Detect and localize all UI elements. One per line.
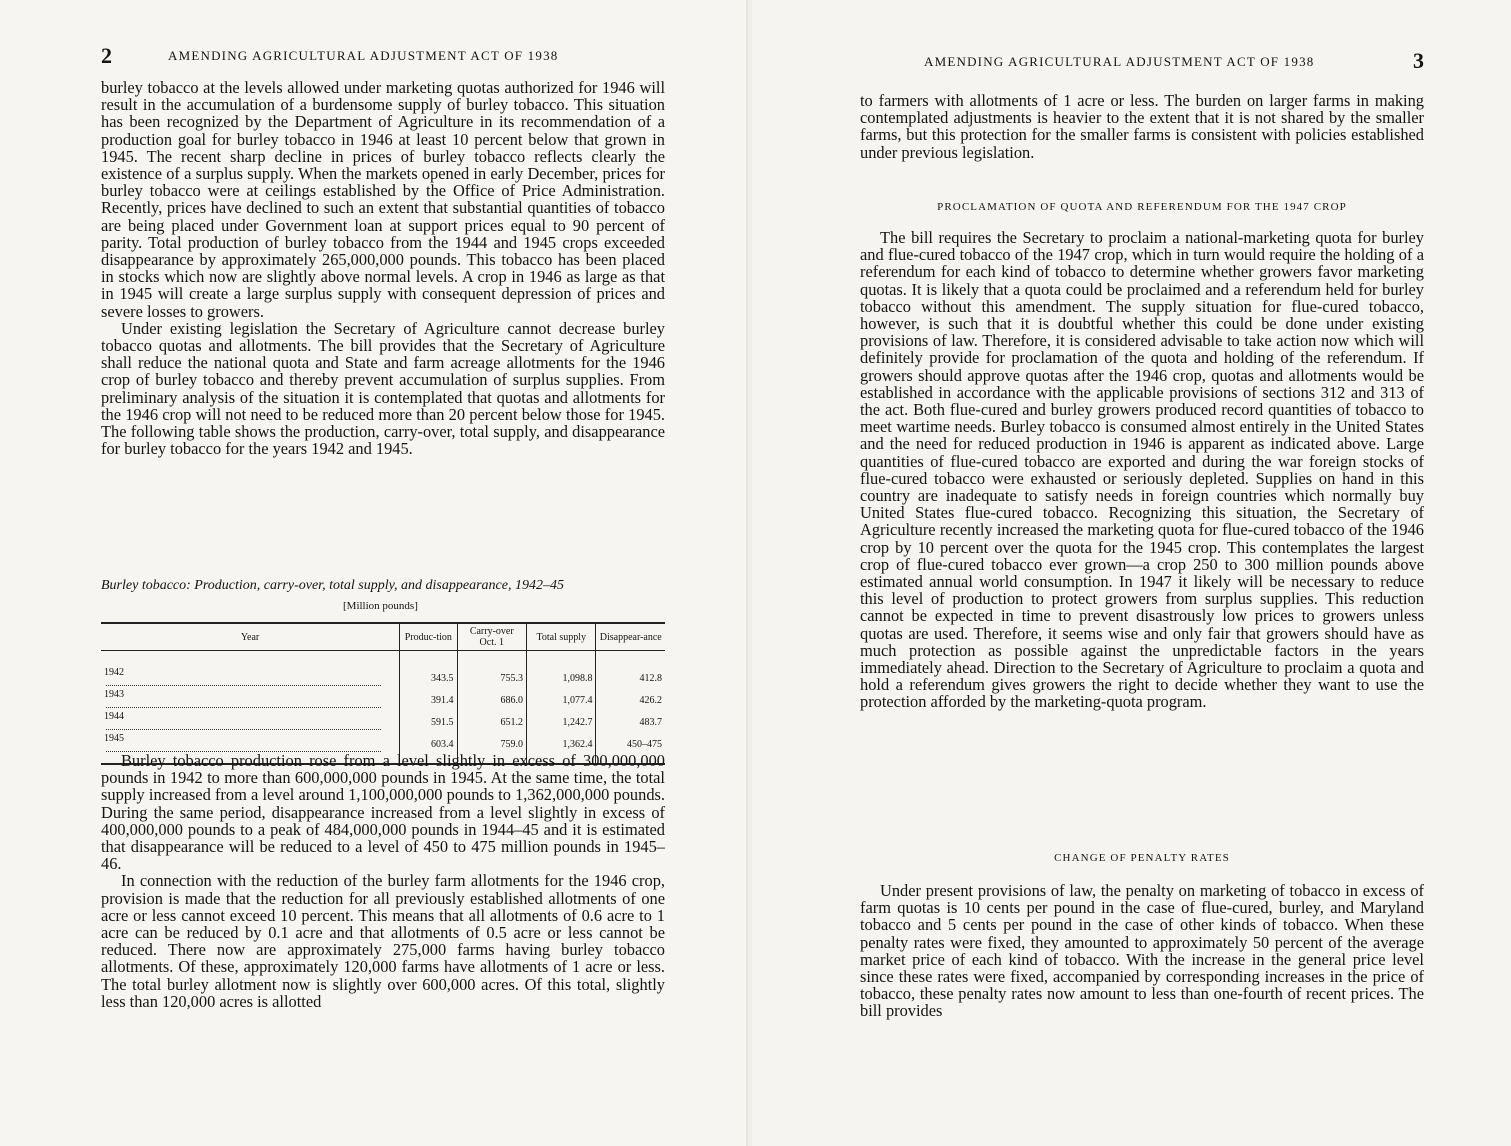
right-page (752, 0, 1511, 1146)
table-cell: 450–475 (596, 733, 665, 764)
data-table (101, 622, 665, 765)
column-header: Produc-tion (400, 623, 457, 651)
paragraph: The bill requires the Secretary to proclaim a national-marketing quota for burley and flue-cured tobacco of the 1947 crop, which in turn would require the holding of a referendum for each kind of tobacco to determine whether growers favor marketing quotas. It is likely that a quota could be proclaimed and a referendum held for burley tobacco without this amendment. The supply situation for flue-cured tobacco, however, is such that it is doubtful whether this could be done under existing provisions of law. Therefore, it is considered advisable to take action now which will definitely provide for proclamation of the quota and holding of the referendum. If growers should approve quotas after the 1946 crop, quotas and allotments would be established in accordance with the applicable provisions of sections 312 and 313 of the act. Both flue-cured and burley growers produced record quantities of tobacco to meet wartime needs. Burley tobacco is consumed almost entirely in the United States and the need for reduced production in 1946 is apparent as indicated above. Large quantities of flue-cured tobacco are exported and during the war foreign stocks of flue-cured tobacco were exhausted or seriously depleted. Supplies on hand in this country are inadequate to satisfy needs in foreign countries which normally buy United States flue-cured tobacco. Recognizing this situation, the Secretary of Agriculture recently increased the marketing quota for flue-cured tobacco of the 1946 crop by 10 percent over the quota for the 1945 crop. This contemplates the largest crop of flue-cured tobacco ever grown—a crop 250 to 300 million pounds above estimated annual world consumption. In 1947 it likely will be necessary to reduce this level of production to protect growers from surplus supplies. This reduction cannot be expected in time to prevent disastrously low prices to growers unless quotas are used. Therefore, it seems wise and only fair that growers should have as much protection as possible against the unpredictable factors in the years immediately ahead. Direction to the Secretary of Agriculture to proclaim a quota and hold a referendum gives growers the right to decide whether they want to use the protection afforded by the marketing-quota program. (860, 228, 1424, 712)
table-cell (101, 711, 400, 733)
column-header: Total supply (527, 623, 596, 651)
paragraph: Under present provisions of law, the penalty on marketing of tobacco in excess of farm quotas is 10 cents per pound in the case of flue-cured, burley, and Maryland tobacco and 5 cents per pound in the case of other kinds of tobacco. When these penalty rates were fixed, they amounted to approximately 50 percent of the average market price of each kind of tobacco. With the increase in the general price level since these rates were fixed, accompanied by corresponding increases in the price of tobacco, these penalty rates now amount to less than one-fourth of recent prices. The bill provides (860, 881, 1424, 1021)
table-cell: 759.0 (457, 733, 526, 764)
page-number: 3 (1413, 48, 1424, 73)
table-cell: 1,077.4 (527, 689, 596, 711)
table-unit: [Million pounds] (343, 600, 418, 612)
paragraph: burley tobacco at the levels allowed under marketing quotas authorized for 1946 will result in the accumulation of a burdensome supply of burley tobacco. This situation has been recognized by the Department of Agriculture in its recommendation of a production goal for burley tobacco in 1946 at least 10 percent below that grown in 1945. The recent sharp decline in prices of burley tobacco reflects clearly the existence of a surplus supply. When the markets opened in early December, prices for burley tobacco were at ceilings established by the Office of Price Administration. Recently, prices have declined to such an extent that substantial quantities of tobacco are being placed under Government loan at support prices equal to 90 percent of parity. Total production of burley tobacco from the 1944 and 1945 crops exceeded disappearance by approximately 265,000,000 pounds. This tobacco has been placed in stocks which now are slightly above normal levels. A crop in 1946 as large as that in 1945 will create a large surplus supply with consequent depression of prices and severe losses to growers. (101, 78, 665, 321)
table-cell: 1,362.4 (527, 733, 596, 764)
table-row (101, 651, 665, 690)
column-header: Year (240, 631, 260, 643)
running-head: AMENDING AGRICULTURAL ADJUSTMENT ACT OF 1938 (924, 54, 1315, 69)
table-cell: 1,242.7 (527, 711, 596, 733)
table-cell: 686.0 (457, 689, 526, 711)
column-header: Disappear-ance (596, 623, 665, 651)
table-cell: 591.5 (400, 711, 457, 733)
paragraph: Burley tobacco production rose from a level slightly in excess of 300,000,000 pounds in 1942 to more than 600,000,000 pounds in 1945. At the same time, the total supply increased from a level around 1,100,000,000 pounds to 1,362,000,000 pounds. During the same period, disappearance increased from a level slightly in excess of 400,000,000 pounds to a peak of 484,000,000 pounds in 1944–45 and it is estimated that disappearance will be reduced to a level of 450 to 475 million pounds in 1945–46. (101, 751, 665, 874)
table-cell: 426.2 (596, 689, 665, 711)
table-cell (101, 689, 400, 711)
dot-leader (106, 700, 381, 708)
year-label: 1943 (104, 689, 124, 700)
year-label: 1945 (104, 733, 124, 744)
paragraph: to farmers with allotments of 1 acre or less. The burden on larger farms in making contemplated adjustments is heavier to the extent that it is not shared by the smaller farms, but this protection for the smaller farms is consistent with policies established under previous legislation. (860, 91, 1424, 162)
paragraph: In connection with the reduction of the burley farm allotments for the 1946 crop, provision is made that the reduction for all previously established allotments of one acre or less cannot exceed 10 percent. This means that all allotments of 0.6 acre to 1 acre can be reduced by 0.1 acre and that allotments of 0.5 acre or less cannot be reduced. There now are approximately 275,000 farms having burley tobacco allotments. Of these, approximately 120,000 farms have allotments of 1 acre or less. The total burley allotment now is slightly over 600,000 acres. Of this total, slightly less than 120,000 acres is allotted (101, 871, 665, 1011)
section-heading: CHANGE OF PENALTY RATES (1054, 852, 1230, 864)
text-block-top (860, 92, 1424, 161)
table-cell: 483.7 (596, 711, 665, 733)
table-cell: 755.3 (457, 651, 526, 690)
dot-leader (106, 678, 381, 686)
table-cell (101, 651, 400, 690)
left-page (0, 0, 748, 1146)
table-caption: Burley tobacco: Production, carry-over, total supply, and disappearance, 1942–45 (101, 578, 564, 593)
table-cell: 391.4 (400, 689, 457, 711)
table-header-row (101, 623, 665, 651)
text-block-bottom (101, 752, 665, 1010)
table-cell: 603.4 (400, 733, 457, 764)
table-cell: 651.2 (457, 711, 526, 733)
table-cell: 343.5 (400, 651, 457, 690)
section-heading: PROCLAMATION OF QUOTA AND REFERENDUM FOR THE 1947 CROP (937, 201, 1347, 213)
column-header: Carry-over Oct. 1 (457, 623, 526, 651)
text-block-mid (860, 229, 1424, 711)
table-cell: 412.8 (596, 651, 665, 690)
dot-leader (106, 722, 381, 730)
running-head: AMENDING AGRICULTURAL ADJUSTMENT ACT OF 1938 (168, 48, 559, 63)
year-label: 1944 (104, 711, 124, 722)
table-row (101, 711, 665, 733)
table-cell: 1,098.8 (527, 651, 596, 690)
paragraph: Under existing legislation the Secretary of Agriculture cannot decrease burley tobacco quotas and allotments. The bill provides that the Secretary of Agriculture shall reduce the national quota and State and farm acreage allotments for the 1946 crop of burley tobacco and thereby prevent accumulation of surplus supplies. From preliminary analysis of the situation it is contemplated that quotas and allotments for the 1946 crop will not need to be reduced more than 20 percent below those for 1945. The following table shows the production, carry-over, total supply, and disappearance for burley tobacco for the years 1942 and 1945. (101, 318, 665, 459)
page-number: 2 (101, 43, 112, 68)
table-row (101, 689, 665, 711)
text-block-top (101, 79, 665, 457)
year-label: 1942 (104, 667, 124, 678)
text-block-bottom (860, 882, 1424, 1020)
